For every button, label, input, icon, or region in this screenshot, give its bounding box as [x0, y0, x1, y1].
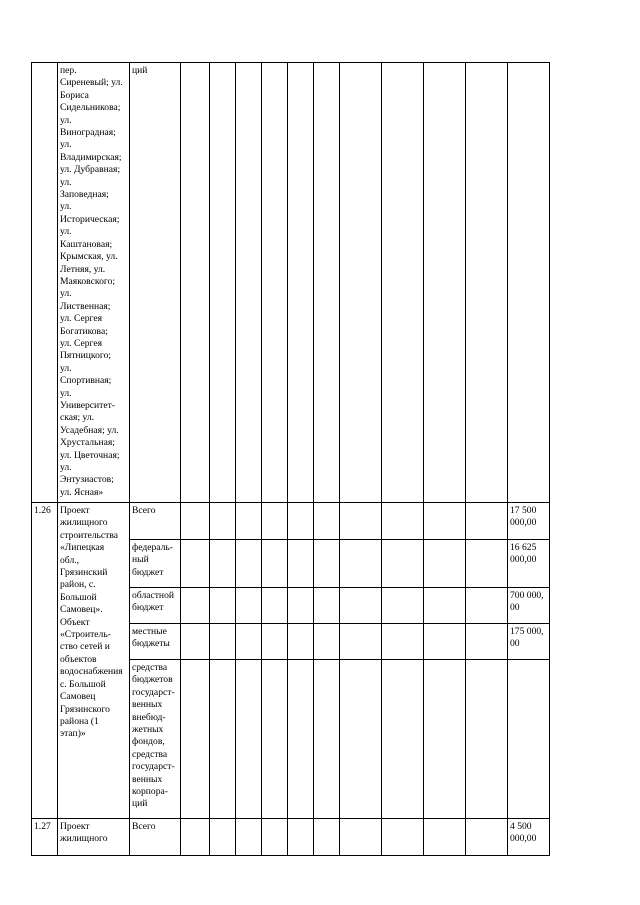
- empty-cell: [382, 540, 424, 588]
- empty-cell: [466, 660, 508, 819]
- empty-cell: [262, 660, 288, 819]
- row-number-cell: 1.26: [32, 503, 58, 819]
- empty-cell: [424, 503, 466, 540]
- empty-cell: [236, 503, 262, 540]
- funding-source-cell: ций: [130, 63, 181, 503]
- empty-cell: [262, 503, 288, 540]
- empty-cell: [314, 660, 340, 819]
- empty-cell: [210, 624, 236, 660]
- empty-cell: [314, 540, 340, 588]
- empty-cell: [236, 63, 262, 503]
- empty-cell: [466, 63, 508, 503]
- total-amount-cell: 4 500 000,00: [508, 819, 550, 856]
- empty-cell: [210, 63, 236, 503]
- empty-cell: [314, 588, 340, 624]
- total-amount-cell: 16 625 000,00: [508, 540, 550, 588]
- empty-cell: [340, 503, 382, 540]
- empty-cell: [181, 63, 210, 503]
- empty-cell: [288, 63, 314, 503]
- empty-cell: [181, 819, 210, 856]
- table-row: [32, 63, 550, 503]
- empty-cell: [466, 819, 508, 856]
- empty-cell: [314, 63, 340, 503]
- total-amount-cell: 17 500 000,00: [508, 503, 550, 540]
- empty-cell: [262, 624, 288, 660]
- empty-cell: [466, 540, 508, 588]
- empty-cell: [288, 819, 314, 856]
- empty-cell: [424, 588, 466, 624]
- empty-cell: [314, 819, 340, 856]
- empty-cell: [424, 63, 466, 503]
- funding-source-cell: Всего: [130, 819, 181, 856]
- total-amount-cell: 700 000, 00: [508, 588, 550, 624]
- empty-cell: [340, 63, 382, 503]
- empty-cell: [181, 660, 210, 819]
- empty-cell: [424, 624, 466, 660]
- empty-cell: [288, 540, 314, 588]
- empty-cell: [382, 624, 424, 660]
- empty-cell: [210, 503, 236, 540]
- empty-cell: [181, 540, 210, 588]
- empty-cell: [288, 503, 314, 540]
- row-number-cell: [32, 63, 58, 503]
- object-name-cell: Проект жилищного строительства «Липецкая обл., Грязинский район, с. Большой Самовец». Объект «Строитель- ство сетей и объектов водоснабжения с. Большой Самовец Грязинского района (1 этап)»: [58, 503, 130, 819]
- empty-cell: [382, 503, 424, 540]
- object-name-cell: Проект жилищного: [58, 819, 130, 856]
- funding-source-cell: средства бюджетов государст- венных внебюд- жетных фондов, средства государст- венных корпора- ций: [130, 660, 181, 819]
- empty-cell: [262, 819, 288, 856]
- empty-cell: [236, 540, 262, 588]
- row-number-cell: 1.27: [32, 819, 58, 856]
- empty-cell: [236, 660, 262, 819]
- funding-table: [31, 62, 550, 856]
- empty-cell: [382, 63, 424, 503]
- empty-cell: [424, 819, 466, 856]
- empty-cell: [466, 503, 508, 540]
- table-row: [32, 503, 550, 540]
- empty-cell: [288, 588, 314, 624]
- empty-cell: [424, 540, 466, 588]
- total-amount-cell: [508, 660, 550, 819]
- empty-cell: [210, 588, 236, 624]
- empty-cell: [382, 819, 424, 856]
- funding-source-cell: областной бюджет: [130, 588, 181, 624]
- empty-cell: [236, 819, 262, 856]
- funding-source-cell: Всего: [130, 503, 181, 540]
- empty-cell: [288, 624, 314, 660]
- empty-cell: [424, 660, 466, 819]
- empty-cell: [466, 624, 508, 660]
- empty-cell: [314, 503, 340, 540]
- table-row: [32, 819, 550, 856]
- empty-cell: [236, 588, 262, 624]
- empty-cell: [288, 660, 314, 819]
- empty-cell: [466, 588, 508, 624]
- empty-cell: [262, 540, 288, 588]
- empty-cell: [236, 624, 262, 660]
- funding-source-cell: местные бюджеты: [130, 624, 181, 660]
- empty-cell: [508, 63, 550, 503]
- empty-cell: [262, 588, 288, 624]
- empty-cell: [181, 624, 210, 660]
- empty-cell: [181, 588, 210, 624]
- empty-cell: [340, 660, 382, 819]
- empty-cell: [340, 819, 382, 856]
- empty-cell: [210, 540, 236, 588]
- funding-source-cell: федераль- ный бюджет: [130, 540, 181, 588]
- empty-cell: [210, 819, 236, 856]
- empty-cell: [382, 588, 424, 624]
- empty-cell: [382, 660, 424, 819]
- empty-cell: [340, 540, 382, 588]
- empty-cell: [181, 503, 210, 540]
- empty-cell: [262, 63, 288, 503]
- total-amount-cell: 175 000, 00: [508, 624, 550, 660]
- empty-cell: [340, 624, 382, 660]
- empty-cell: [314, 624, 340, 660]
- empty-cell: [210, 660, 236, 819]
- object-name-cell: пер. Сиреневый; ул. Бориса Сидельникова; ул. Виноградная; ул. Владимирская; ул. Дубравная; ул. Заповедная; ул. Историческая; ул. Каштановая; Крымская, ул. Летняя, ул. Маяковского; ул. Лиственная; ул. Сергея Богатикова; ул. Сергея Пятницкого; ул. Спортивная; ул. Университет- ская; ул. Усадебная; ул. Хрустальная; ул. Цветочная; ул. Энтузиастов; ул. Ясная»: [58, 63, 130, 503]
- empty-cell: [340, 588, 382, 624]
